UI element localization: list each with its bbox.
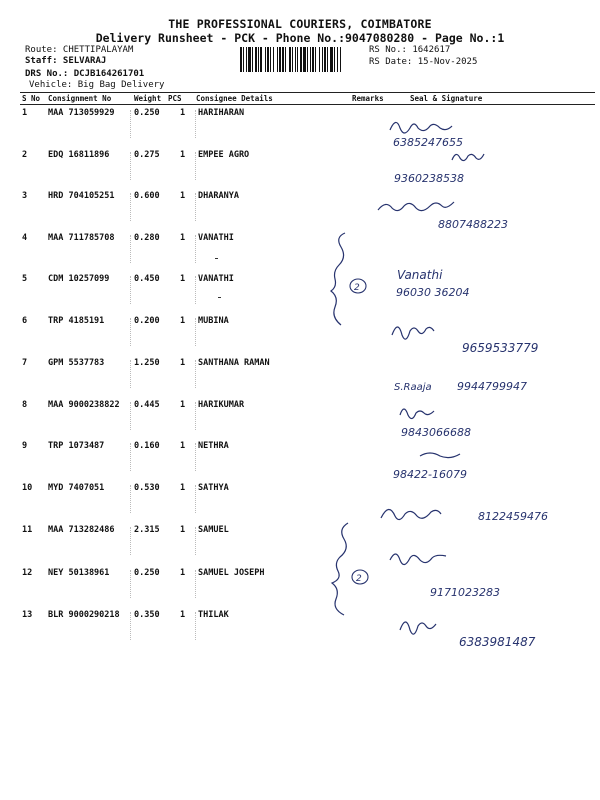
row-5-consignment: CDM 10257099 bbox=[48, 274, 110, 284]
row-5-pcs: 1 bbox=[180, 274, 186, 284]
row-10-weight: 0.530 bbox=[134, 483, 160, 493]
row6-phone: 9659533779 bbox=[462, 341, 539, 355]
row-7-consignee: SANTHANA RAMAN bbox=[198, 358, 270, 368]
row-1-consignee: HARIHARAN bbox=[198, 108, 245, 118]
staff-label: Staff: SELVARAJ bbox=[25, 56, 107, 66]
row-4-consignment: MAA 711785708 bbox=[48, 233, 115, 243]
row13-phone: 6383981487 bbox=[459, 635, 536, 649]
row3-phone: 8807488223 bbox=[438, 218, 508, 231]
row-1-weight: 0.250 bbox=[134, 108, 160, 118]
row-12-pcs: 1 bbox=[180, 568, 186, 578]
vehicle-label: Vehicle: Big Bag Delivery bbox=[29, 80, 165, 90]
row-6-pcs: 1 bbox=[180, 316, 186, 326]
row-10-sno: 10 bbox=[22, 483, 33, 493]
row-11-pcs: 1 bbox=[180, 525, 186, 535]
company-title: THE PROFESSIONAL COURIERS, COIMBATORE bbox=[168, 17, 432, 31]
row-9-pcs: 1 bbox=[180, 441, 186, 451]
row-3-sno: 3 bbox=[22, 191, 28, 201]
rs-number: RS No.: 1642617 bbox=[369, 45, 451, 55]
row-5-sno: 5 bbox=[22, 274, 28, 284]
col-consignment: Consignment No bbox=[48, 94, 112, 103]
row-11-sno: 11 bbox=[22, 525, 33, 535]
row-1-consignment: MAA 713059929 bbox=[48, 108, 115, 118]
row-6-consignment: TRP 4185191 bbox=[48, 316, 105, 326]
row-10-consignment: MYD 7407051 bbox=[48, 483, 105, 493]
row7-phone: 9944799947 bbox=[457, 380, 527, 393]
row-7-pcs: 1 bbox=[180, 358, 186, 368]
col-signature: Seal & Signature bbox=[410, 94, 483, 103]
row-9-consignment: TRP 1073487 bbox=[48, 441, 105, 451]
row10-phone: 8122459476 bbox=[478, 510, 548, 523]
row-6-sno: 6 bbox=[22, 316, 28, 326]
col-remarks: Remarks bbox=[352, 94, 384, 103]
row-12-sno: 12 bbox=[22, 568, 33, 578]
bracket-count-2: 2 bbox=[356, 574, 362, 584]
row-7-sno: 7 bbox=[22, 358, 28, 368]
row5-phone: 96030 36204 bbox=[396, 286, 470, 299]
row-2-consignment: EDQ 16811896 bbox=[48, 150, 110, 160]
row-8-sno: 8 bbox=[22, 400, 28, 410]
row-5-consignee: VANATHI bbox=[198, 274, 234, 284]
row-7-weight: 1.250 bbox=[134, 358, 160, 368]
row-13-pcs: 1 bbox=[180, 610, 186, 620]
row8-phone: 9843066688 bbox=[401, 426, 471, 439]
row-12-consignment: NEY 50138961 bbox=[48, 568, 110, 578]
row-13-sno: 13 bbox=[22, 610, 33, 620]
row-11-consignee: SAMUEL bbox=[198, 525, 229, 535]
col-sno: S No bbox=[22, 94, 41, 103]
col-consignee: Consignee Details bbox=[196, 94, 273, 103]
row-8-weight: 0.445 bbox=[134, 400, 160, 410]
row-3-weight: 0.600 bbox=[134, 191, 160, 201]
row-12-weight: 0.250 bbox=[134, 568, 160, 578]
row-9-consignee: NETHRA bbox=[198, 441, 229, 451]
row-2-sno: 2 bbox=[22, 150, 28, 160]
row-13-consignee: THILAK bbox=[198, 610, 229, 620]
row-6-weight: 0.200 bbox=[134, 316, 160, 326]
row-1-sno: 1 bbox=[22, 108, 28, 118]
row12-phone: 9171023283 bbox=[430, 586, 500, 599]
row-4-pcs: 1 bbox=[180, 233, 186, 243]
row-4-weight: 0.280 bbox=[134, 233, 160, 243]
row2-phone: 9360238538 bbox=[394, 172, 464, 185]
row9-phone: 98422-16079 bbox=[393, 468, 467, 481]
row-8-consignment: MAA 9000238822 bbox=[48, 400, 120, 410]
runsheet-subtitle: Delivery Runsheet - PCK - Phone No.:9047080280 - Page No.:1 bbox=[95, 31, 505, 45]
row-4-sno: 4 bbox=[22, 233, 28, 243]
row5-name: Vanathi bbox=[397, 268, 443, 282]
drs-number: DRS No.: DCJB164261701 bbox=[25, 69, 145, 79]
row7-name: S.Raaja bbox=[394, 382, 432, 393]
row-11-weight: 2.315 bbox=[134, 525, 160, 535]
row-2-consignee: EMPEE AGRO bbox=[198, 150, 250, 160]
row-9-weight: 0.160 bbox=[134, 441, 160, 451]
row-6-consignee: MUBINA bbox=[198, 316, 229, 326]
row-3-pcs: 1 bbox=[180, 191, 186, 201]
row-4-consignee: VANATHI bbox=[198, 233, 234, 243]
col-pcs: PCS bbox=[168, 94, 182, 103]
row-13-weight: 0.350 bbox=[134, 610, 160, 620]
row-2-weight: 0.275 bbox=[134, 150, 160, 160]
route-label: Route: CHETTIPALAYAM bbox=[25, 45, 134, 55]
row-8-consignee: HARIKUMAR bbox=[198, 400, 245, 410]
row-9-sno: 9 bbox=[22, 441, 28, 451]
row-12-consignee: SAMUEL JOSEPH bbox=[198, 568, 265, 578]
col-weight: Weight bbox=[134, 94, 162, 103]
row1-phone: 6385247655 bbox=[393, 136, 463, 149]
row-3-consignee: DHARANYA bbox=[198, 191, 239, 201]
row-1-pcs: 1 bbox=[180, 108, 186, 118]
row-3-consignment: HRD 704105251 bbox=[48, 191, 115, 201]
row-11-consignment: MAA 713282486 bbox=[48, 525, 115, 535]
row-13-consignment: BLR 9000290218 bbox=[48, 610, 120, 620]
row-8-pcs: 1 bbox=[180, 400, 186, 410]
row-7-consignment: GPM 5537783 bbox=[48, 358, 105, 368]
bracket-count-1: 2 bbox=[354, 283, 360, 293]
row-10-consignee: SATHYA bbox=[198, 483, 229, 493]
rs-date: RS Date: 15-Nov-2025 bbox=[369, 57, 478, 67]
row-5-weight: 0.450 bbox=[134, 274, 160, 284]
row-2-pcs: 1 bbox=[180, 150, 186, 160]
row-10-pcs: 1 bbox=[180, 483, 186, 493]
